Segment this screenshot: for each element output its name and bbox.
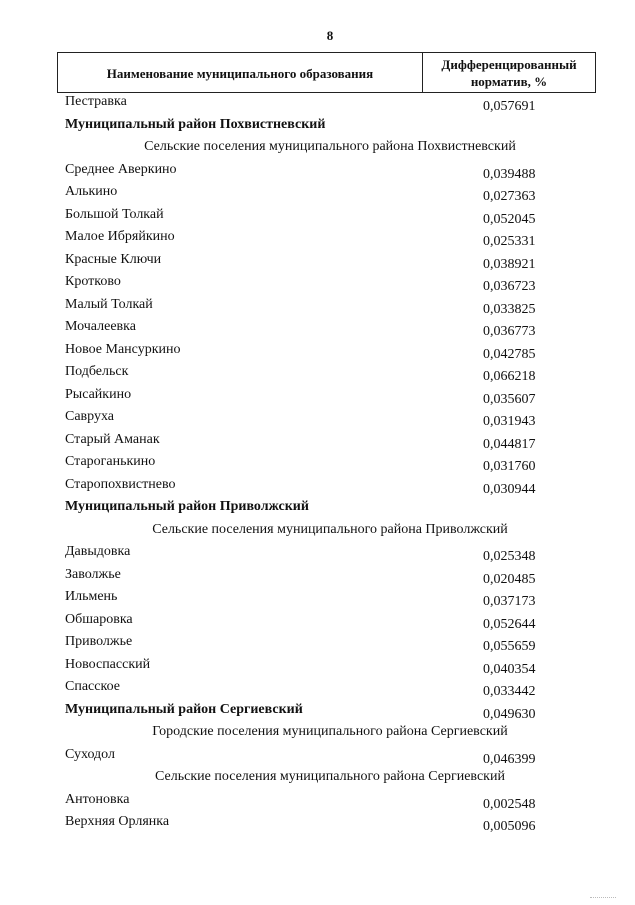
- row-name: Кротково: [65, 274, 121, 289]
- row-norm-value: 0,046399: [483, 751, 536, 767]
- row-name: Верхняя Орлянка: [65, 814, 170, 829]
- row-name: Городские поселения муниципального района Сергиевский: [152, 724, 508, 739]
- row-norm-value: 0,031943: [483, 414, 536, 429]
- settlement-group-heading: [0, 724, 635, 746]
- table-row: [0, 634, 635, 656]
- row-name: Муниципальный район Приволжский: [65, 499, 309, 514]
- row-name: Муниципальный район Сергиевский: [65, 701, 303, 717]
- row-norm-value: 0,002548: [483, 796, 536, 812]
- table-row: [0, 94, 635, 116]
- table-row: [0, 612, 635, 634]
- row-norm-value: 0,025331: [483, 234, 536, 249]
- row-name: Малое Ибряйкино: [65, 229, 175, 244]
- row-norm-value: 0,035607: [483, 391, 536, 407]
- row-norm-value: 0,037173: [483, 594, 536, 609]
- row-name: Пестравка: [65, 94, 127, 109]
- table-row: [0, 792, 635, 814]
- row-norm-value: 0,039488: [483, 166, 536, 182]
- table-row: [0, 544, 635, 566]
- table-row: [0, 297, 635, 319]
- table-row: [0, 679, 635, 701]
- table-row: [0, 747, 635, 769]
- row-name: Приволжье: [65, 634, 133, 649]
- row-name: Сельские поселения муниципального района Сергиевский: [155, 769, 505, 784]
- row-name: Ильмень: [65, 589, 118, 604]
- row-norm-value: 0,020485: [483, 571, 536, 587]
- row-norm-value: 0,033825: [483, 301, 536, 317]
- district-heading-row: [0, 702, 635, 724]
- row-name: Давыдовка: [65, 544, 131, 559]
- row-name: Старый Аманак: [65, 431, 160, 447]
- row-norm-value: 0,038921: [483, 256, 536, 272]
- row-norm-value: 0,055659: [483, 639, 536, 654]
- table-row: [0, 477, 635, 499]
- header-norm-line2: норматив, %: [470, 73, 548, 89]
- row-norm-value: 0,052644: [483, 616, 536, 632]
- page-number: 8: [326, 28, 334, 43]
- row-norm-value: 0,052045: [483, 211, 536, 227]
- district-heading-row: [0, 499, 635, 521]
- row-name: Савруха: [65, 409, 115, 424]
- row-name: Суходол: [65, 746, 115, 762]
- row-norm-value: 0,025348: [483, 549, 536, 564]
- row-name: Заволжье: [65, 566, 121, 582]
- table-row: [0, 454, 635, 476]
- row-name: Новоспасский: [65, 656, 151, 672]
- row-norm-value: 0,033442: [483, 684, 536, 699]
- row-name: Спасское: [65, 679, 120, 694]
- scan-artifact: [590, 893, 616, 898]
- header-norm-line1: Дифференцированный: [441, 56, 577, 72]
- table-row: [0, 589, 635, 611]
- district-heading-row: [0, 117, 635, 139]
- row-name: Антоновка: [65, 791, 130, 807]
- settlement-group-heading: [0, 769, 635, 791]
- row-name: Мочалеевка: [65, 319, 136, 334]
- row-name: Рысайкино: [65, 386, 132, 402]
- table-row: [0, 207, 635, 229]
- row-norm-value: 0,036773: [483, 324, 536, 339]
- row-name: Новое Мансуркино: [65, 341, 181, 357]
- row-norm-value: 0,057691: [483, 99, 536, 114]
- table-row: [0, 657, 635, 679]
- row-name: Малый Толкай: [65, 296, 153, 312]
- row-name: Муниципальный район Похвистневский: [65, 116, 326, 132]
- table-row: [0, 252, 635, 274]
- row-norm-value: 0,036723: [483, 279, 536, 294]
- row-name: Подбельск: [65, 364, 129, 379]
- table-row: [0, 814, 635, 836]
- table-row: [0, 274, 635, 296]
- row-name: Среднее Аверкино: [65, 161, 177, 177]
- row-norm-value: 0,042785: [483, 346, 536, 362]
- table-row: [0, 319, 635, 341]
- row-norm-value: 0,049630: [483, 706, 536, 722]
- row-name: Сельские поселения муниципального района Похвистневский: [144, 139, 516, 154]
- row-name: Староганькино: [65, 454, 156, 469]
- row-norm-value: 0,044817: [483, 436, 536, 452]
- row-norm-value: 0,027363: [483, 189, 536, 204]
- settlement-group-heading: [0, 139, 635, 161]
- table-row: [0, 567, 635, 589]
- row-norm-value: 0,040354: [483, 661, 536, 677]
- row-norm-value: 0,005096: [483, 819, 536, 834]
- row-name: Сельские поселения муниципального района Приволжский: [152, 521, 508, 537]
- row-norm-value: 0,031760: [483, 459, 536, 474]
- row-name: Большой Толкай: [65, 206, 164, 222]
- table-row: [0, 387, 635, 409]
- row-norm-value: 0,030944: [483, 481, 536, 497]
- table-row: [0, 342, 635, 364]
- table-row: [0, 184, 635, 206]
- row-name: Обшаровка: [65, 611, 133, 627]
- row-name: Старопохвистнево: [65, 476, 176, 492]
- row-name: Алькино: [65, 184, 118, 199]
- table-row: [0, 162, 635, 184]
- table-row: [0, 432, 635, 454]
- table-row: [0, 229, 635, 251]
- table-row: [0, 364, 635, 386]
- header-name-column: Наименование муниципального образования: [58, 53, 423, 92]
- row-norm-value: 0,066218: [483, 369, 536, 384]
- row-name: Красные Ключи: [65, 251, 162, 267]
- settlement-group-heading: [0, 522, 635, 544]
- table-row: [0, 409, 635, 431]
